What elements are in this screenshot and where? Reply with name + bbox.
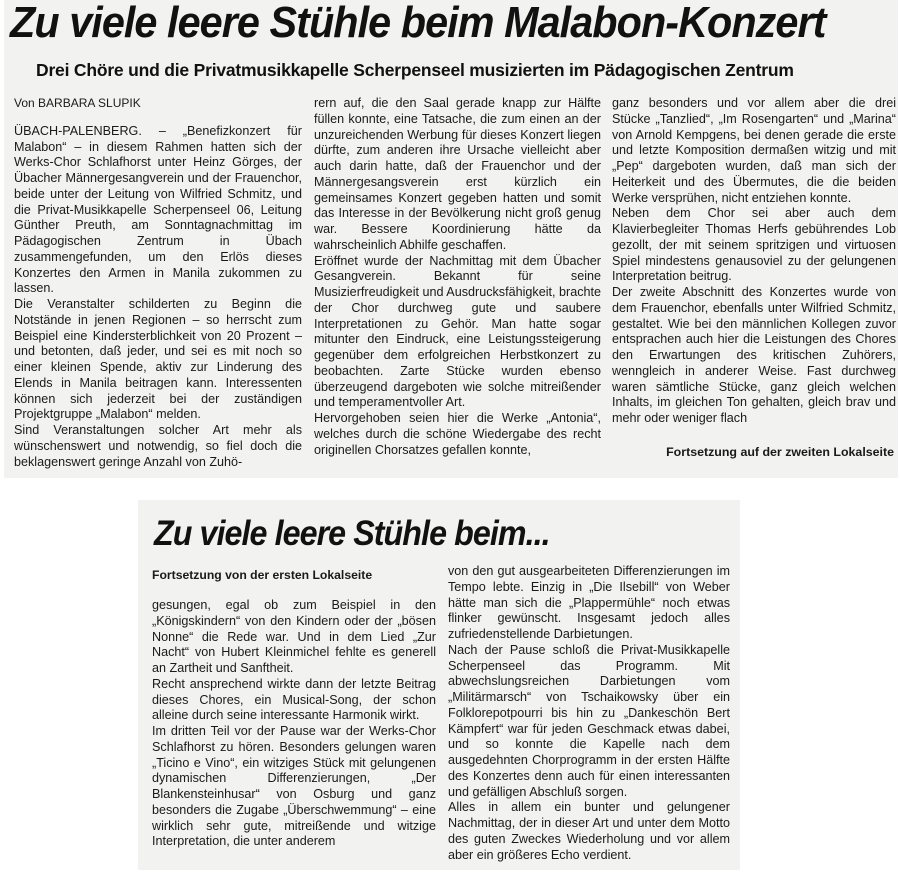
article-subheadline: Drei Chöre und die Privatmusikkapelle Scherpenseel musizierten im Pädagogischen Zentrum bbox=[36, 60, 794, 80]
continuation-column-1 bbox=[152, 598, 436, 850]
paragraph: ÜBACH-PALENBERG. – „Benefizkonzert für Malabon“ – in diesem Rahmen hatten sich der Werks-Chor Schlafhorst unter Heinz Görges, der Übacher Männergesangverein und der Frauenchor, beide unter der Leitung von Wilfried Schmitz, und die Privat-Musikkapelle Scherpenseel 06, Leitung Günther Preuth, am Sonntagnachmittag im Pädagogischen Zentrum in Übach zusammengefunden, um den Erlös dieses Konzertes den Armen in Manila zukommen zu lassen. bbox=[14, 123, 302, 296]
paragraph: Eröffnet wurde der Nachmittag mit dem Übacher Gesangverein. Bekannt für seine Musizierfreudigkeit und Ausdrucksfähigkeit, brachte der Chor durchweg gute und saubere Interpretationen zu Gehör. Man hatte sogar mitunter den Eindruck, eine Leistungssteigerung gegenüber dem erfolgreichen Herbstkonzert zu beobachten. Zarte Stücke wurden ebenso überzeugend dargeboten wie solche mitreißender und temperamentvoller Art. bbox=[314, 253, 602, 410]
paragraph: von den gut ausgearbeiteten Differenzierungen im Tempo lebte. Einzig in „Die Ilsebill“ von Weber hätte man sich die „Plappermühle“ noch etwas flinker gewünscht. Insgesamt jedoch alles zufriedenstellende Darbietungen. bbox=[448, 564, 730, 641]
continuation-column-2 bbox=[448, 564, 730, 863]
article-headline: Zu viele leere Stühle beim Malabon-Konzert bbox=[10, 0, 826, 47]
article-column-1 bbox=[14, 96, 302, 470]
paragraph: rern auf, die den Saal gerade knapp zur Hälfte füllen konnte, eine Tatsache, die zum einen an der unzureichenden Werbung für dieses Konzert liegen dürfte, zum anderen ihre Ursache vielleicht aber auch darin hatte, daß der Frauenchor und der Männergesangsverein erst kürzlich ein gemeinsames Konzert gegeben hatten und somit das Interesse in der Bevölkerung nicht groß genug war. Bessere Koordinierung hätte da wahrscheinlich Abhilfe geschaffen. bbox=[314, 96, 601, 252]
article-column-3 bbox=[612, 96, 896, 427]
paragraph: Sind Veranstaltungen solcher Art mehr als wünschenswert und notwendig, so fiel doch die beklagenswert geringe Anzahl von Zuhö- bbox=[14, 423, 302, 469]
newspaper-clipping-main bbox=[4, 0, 898, 478]
paragraph: Nach der Pause schloß die Privat-Musikkapelle Scherpenseel das Programm. Mit abwechslungsreichen Darbietungen vom „Militärmarsch“ von Tschaikowsky über ein Folklorepotpourri bis hin zu „Dankeschön Bert Kämpfert“ war für jeden Geschmack etwas dabei, und so konnte die Kapelle nach dem ausgedehnten Chorprogramm in der ersten Hälfte des Konzertes denn auch für einen interessanten und gefälligen Abschluß sorgen. bbox=[448, 642, 730, 799]
article-column-2 bbox=[314, 96, 601, 458]
paragraph: Neben dem Chor sei aber auch dem Klavierbegleiter Thomas Herfs gebührendes Lob gezollt, der mit seinem spritzigen und virtuosen Spiel mindestens genausoviel zu der gelungenen Interpretation beitrug. bbox=[612, 206, 896, 284]
paragraph: Hervorgehoben seien hier die Werke „Antonia“, welches durch die schöne Wiedergabe des recht originellen Chorsatzes gefallen konnte, bbox=[314, 411, 601, 457]
newspaper-clipping-continuation bbox=[138, 500, 740, 870]
paragraph: Die Veranstalter schilderten zu Beginn die Notstände in jenen Regionen – so herrscht zum Beispiel eine Kindersterblichkeit von 20 Prozent – und betonten, daß jeder, und sei es mit noch so einer kleinen Spende, aktiv zur Linderung des Elends in Manila beitragen kann. Interessenten können sich jederzeit bei der zuständigen Projektgruppe „Malabon“ melden. bbox=[14, 297, 302, 422]
paragraph: Alles in allem ein bunter und gelungener Nachmittag, der in dieser Art und unter dem Motto des guten Zweckes Wiederholung und vor allem aber ein größeres Echo verdient. bbox=[448, 800, 730, 862]
continued-from-label: Fortsetzung von der ersten Lokalseite bbox=[152, 568, 373, 582]
paragraph: Der zweite Abschnitt des Konzertes wurde von dem Frauenchor, ebenfalls unter Wilfried Schmitz, gestaltet. Wie bei den männlichen Kollegen zuvor entsprachen auch hier die Leistungen des Chores den Erwartungen des kritischen Zuhörers, wenngleich in anderer Weise. Fast durchweg waren sämtliche Stücke, ganz gleich welchen Inhalts, im gleichen Ton gehalten, gleich brav und mehr oder weniger flach bbox=[612, 285, 896, 425]
continuation-headline: Zu viele leere Stühle beim... bbox=[154, 514, 550, 553]
continued-note: Fortsetzung auf der zweiten Lokalseite bbox=[666, 445, 894, 459]
paragraph: Im dritten Teil vor der Pause war der Werks-Chor Schlafhorst zu hören. Besonders gelungen waren „Ticino e Vino“, ein witziges Stück mit gelungenen dynamischen Differenzierungen, „Der Blankensteinhusar“ von Osburg und ganz besonders die Zugabe „Überschwemmung“ – eine wirklich sehr gute, mitreißende und witzige Interpretation, die unter anderem bbox=[152, 724, 436, 849]
paragraph: gesungen, egal ob zum Beispiel in den „Königskindern“ von den Kindern oder der „bösen Nonne“ die Rede war. Und in dem Lied „Zur Nacht“ von Hubert Kleinmichel fehlte es generell an Zartheit und Sanftheit. bbox=[152, 598, 436, 675]
paragraph: Recht ansprechend wirkte dann der letzte Beitrag dieses Chores, ein Musical-Song, der schon alleine durch seine interessante Harmonik wirkt. bbox=[152, 676, 436, 723]
byline: Von BARBARA SLUPIK bbox=[14, 96, 141, 110]
paragraph: ganz besonders und vor allem aber die drei Stücke „Tanzlied“, „Im Rosengarten“ und „Marina“ von Arnold Kempgens, bei denen gerade die erste und letzte Komposition dermaßen witzig und mit „Pep“ dargeboten wurden, daß man sich der Heiterkeit und des Übermutes, die die beiden Werke versprühen, nicht entziehen konnte. bbox=[612, 96, 896, 205]
